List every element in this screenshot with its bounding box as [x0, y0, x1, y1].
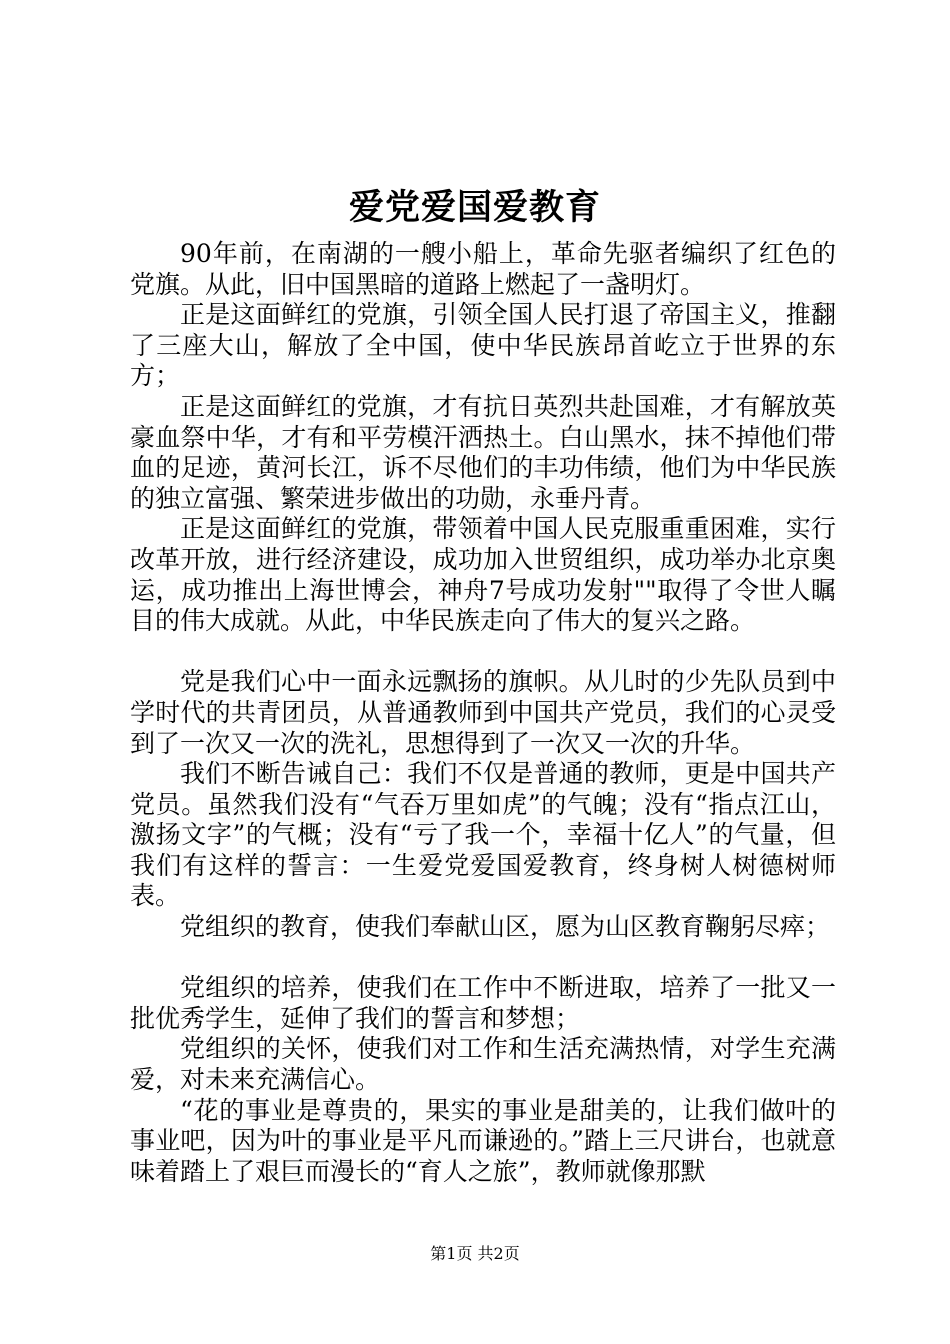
paragraph: 正是这面鲜红的党旗，引领全国人民打退了帝国主义，推翻了三座大山，解放了全中国，使中华民族昂首屹立于世界的东方； [130, 300, 836, 391]
paragraph: 正是这面鲜红的党旗，带领着中国人民克服重重困难，实行改革开放，进行经济建设，成功加入世贸组织，成功举办北京奥运，成功推出上海世博会，神舟7号成功发射""取得了令世人瞩目的伟大成就。从此，中华民族走向了伟大的复兴之路。 [130, 514, 836, 636]
paragraph: 党组织的关怀，使我们对工作和生活充满热情，对学生充满爱，对未来充满信心。 [130, 1034, 836, 1095]
paragraph: 党组织的教育，使我们奉献山区，愿为山区教育鞠躬尽瘁； [180, 912, 831, 942]
paragraph: 党组织的培养，使我们在工作中不断进取，培养了一批又一批优秀学生，延伸了我们的誓言和梦想； [130, 973, 836, 1033]
paragraph: 90年前，在南湖的一艘小船上，革命先驱者编织了红色的党旗。从此，旧中国黑暗的道路上燃起了一盏明灯。 [130, 239, 836, 299]
paragraph: “花的事业是尊贵的，果实的事业是甜美的，让我们做叶的事业吧，因为叶的事业是平凡而谦逊的。”踏上三尺讲台，也就意味着踏上了艰巨而漫长的“育人之旅”，教师就像那默 [130, 1095, 836, 1186]
document-body [130, 239, 836, 1187]
paragraph: 我们不断告诫自己：我们不仅是普通的教师，更是中国共产党员。虽然我们没有“气吞万里如虎”的气魄；没有“指点江山，激扬文字”的气概；没有“亏了我一个，幸福十亿人”的气量，但我们有这样的誓言：一生爱党爱国爱教育，终身树人树德树师表。 [130, 759, 836, 911]
paragraph: 正是这面鲜红的党旗，才有抗日英烈共赴国难，才有解放英豪血祭中华，才有和平劳模汗洒热土。白山黑水，抹不掉他们带血的足迹，黄河长江，诉不尽他们的丰功伟绩，他们为中华民族的独立富强、繁荣进步做出的功勋，永垂丹青。 [130, 391, 836, 513]
page-footer: 第1页 共2页 [430, 1244, 520, 1263]
paragraph: 党是我们心中一面永远飘扬的旗帜。从儿时的少先队员到中学时代的共青团员，从普通教师到中国共产党员，我们的心灵受到了一次又一次的洗礼，思想得到了一次又一次的升华。 [130, 667, 836, 758]
document-title: 爱党爱国爱教育 [348, 187, 601, 228]
